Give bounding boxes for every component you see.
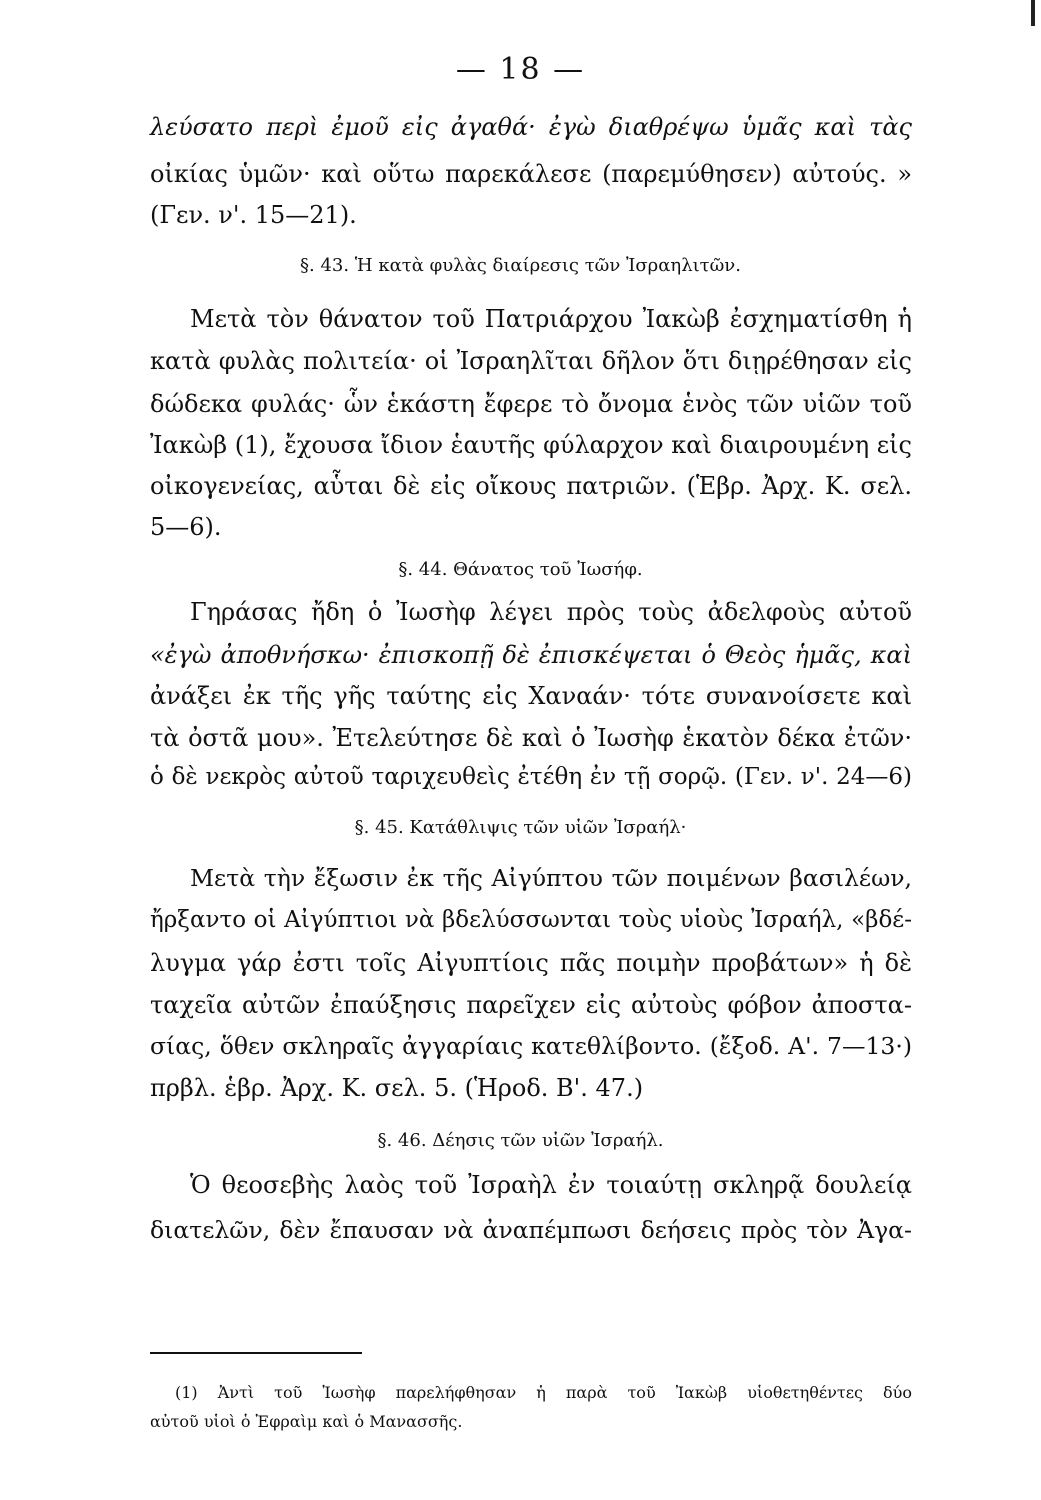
footnote-line: αὐτοῦ υἱοὶ ὁ Ἐφραὶμ καὶ ὁ Μανασσῆς. — [150, 1412, 463, 1431]
paragraph-line: διατελῶν, δὲν ἔπαυσαν νὰ ἀναπέμπωσι δεήσεις πρὸς τὸν Ἀγα- — [150, 1216, 912, 1244]
paragraph-line: οἰκογενείας, αὗται δὲ εἰς οἴκους πατριῶν. (Ἑβρ. Ἀρχ. Κ. σελ. — [150, 472, 912, 500]
intro-line: οἰκίας ὑμῶν· καὶ οὕτω παρεκάλεσε (παρεμύθησεν) αὐτούς. » — [150, 160, 912, 188]
paragraph-line: Μετὰ τὴν ἔξωσιν ἐκ τῆς Αἰγύπτου τῶν ποιμένων βασιλέων, — [190, 864, 912, 892]
paragraph-line: λυγμα γάρ ἐστι τοῖς Αἰγυπτίοις πᾶς ποιμὴν προβάτων» ἡ δὲ — [150, 949, 912, 977]
paragraph-line: Ἰακὼβ (1), ἔχουσα ἴδιον ἑαυτῆς φύλαρχον καὶ διαιρουμένη εἰς — [150, 431, 912, 459]
paragraph-line: πρβλ. ἑβρ. Ἀρχ. Κ. σελ. 5. (Ἡροδ. Β'. 47.) — [150, 1074, 644, 1102]
paragraph-line: ταχεῖα αὐτῶν ἐπαύξησις παρεῖχεν εἰς αὐτοὺς φόβον ἀποστα- — [150, 991, 912, 1019]
paragraph-line: ὁ δὲ νεκρὸς αὐτοῦ ταριχευθεὶς ἐτέθη ἐν τῇ σορῷ. (Γεν. ν'. 24—6) — [150, 764, 912, 790]
paragraph-line: ἤρξαντο οἱ Αἰγύπτιοι νὰ βδελύσσωνται τοὺς υἱοὺς Ἰσραήλ, «βδέ- — [150, 907, 912, 933]
section-heading: §. 45. Κατάθλιψις τῶν υἱῶν Ἰσραήλ· — [354, 817, 687, 838]
page-number: — 18 — — [455, 52, 586, 87]
section-heading: §. 43. Ἡ κατὰ φυλὰς διαίρεσις τῶν Ἰσραηλιτῶν. — [300, 255, 741, 276]
intro-line: (Γεν. ν'. 15—21). — [150, 201, 357, 229]
section-heading: §. 44. Θάνατος τοῦ Ἰωσήφ. — [398, 559, 643, 580]
paragraph-line: σίας, ὅθεν σκληραῖς ἀγγαρίαις κατεθλίβοντο. (ἔξοδ. Α'. 7—13·) — [150, 1032, 912, 1060]
footnote-rule — [150, 1352, 362, 1354]
paragraph-line: ἀνάξει ἐκ τῆς γῆς ταύτης εἰς Χαναάν· τότε συνανοίσετε καὶ — [150, 682, 912, 710]
paragraph-line: «ἐγὼ ἀποθνήσκω· ἐπισκοπῇ δὲ ἐπισκέψεται ὁ Θεὸς ἡμᾶς, καὶ — [150, 641, 912, 669]
page-edge-mark — [1031, 0, 1035, 26]
paragraph-line: Γηράσας ἤδη ὁ Ἰωσὴφ λέγει πρὸς τοὺς ἀδελφοὺς αὐτοῦ — [190, 598, 912, 626]
paragraph-line: Μετὰ τὸν θάνατον τοῦ Πατριάρχου Ἰακὼβ ἐσχηματίσθη ἡ — [190, 305, 912, 333]
section-heading: §. 46. Δέησις τῶν υἱῶν Ἰσραήλ. — [377, 1130, 664, 1151]
paragraph-line: κατὰ φυλὰς πολιτεία· οἱ Ἰσραηλῖται δῆλον ὅτι διῃρέθησαν εἰς — [150, 347, 912, 375]
paragraph-line: Ὁ θεοσεβὴς λαὸς τοῦ Ἰσραὴλ ἐν τοιαύτῃ σκληρᾷ δουλείᾳ — [190, 1171, 912, 1199]
paragraph-line: τὰ ὀστᾶ μου». Ἐτελεύτησε δὲ καὶ ὁ Ἰωσὴφ ἑκατὸν δέκα ἐτῶν· — [150, 724, 912, 752]
paragraph-line: δώδεκα φυλάς· ὧν ἑκάστη ἔφερε τὸ ὄνομα ἑνὸς τῶν υἱῶν τοῦ — [150, 390, 912, 418]
paragraph-line: 5—6). — [150, 513, 222, 541]
footnote-line: (1) Ἀντὶ τοῦ Ἰωσὴφ παρελήφθησαν ἡ παρὰ τοῦ Ἰακὼβ υἱοθετηθέντες δύο — [175, 1383, 912, 1402]
intro-line: λεύσατο περὶ ἐμοῦ εἰς ἀγαθά· ἐγὼ διαθρέψω ὑμᾶς καὶ τὰς — [150, 113, 912, 141]
